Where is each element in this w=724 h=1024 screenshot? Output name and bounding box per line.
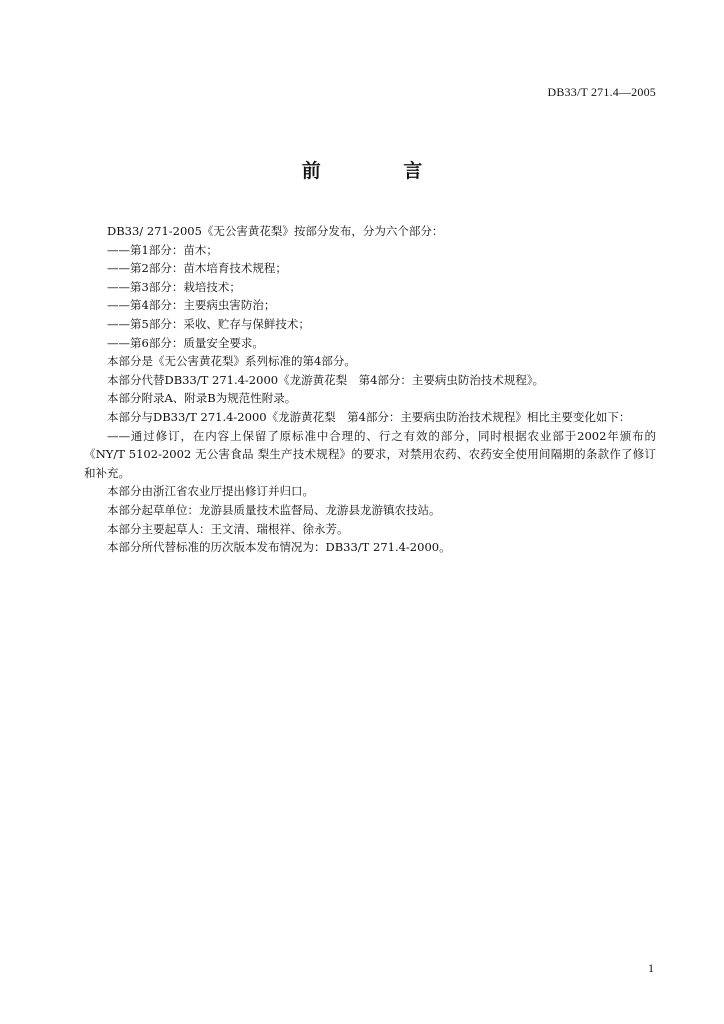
list-item-part-6: ——第6部分：质量安全要求。 bbox=[107, 335, 264, 350]
document-code-header: DB33/T 271.4—2005 bbox=[547, 85, 656, 99]
foreword-body bbox=[84, 222, 656, 557]
paragraph-changes-detail: ——通过修订，在内容上保留了原标准中合理的、行之有效的部分，同时根据农业部于2002年颁布的《NY/T 5102-2002 无公害食品 梨生产技术规程》的要求，对禁用农药、农药安全使用间隔期的条款作了修订和补充。 bbox=[84, 428, 656, 480]
paragraph-series: 本部分是《无公害黄花梨》系列标准的第4部分。 bbox=[107, 354, 356, 369]
paragraph-drafting-units: 本部分起草单位：龙游县质量技术监督局、龙游县龙游镇农技站。 bbox=[107, 502, 441, 517]
paragraph-drafters: 本部分主要起草人：王文清、瑞根祥、徐永芳。 bbox=[107, 521, 349, 536]
list-item-part-1: ——第1部分：苗木； bbox=[107, 242, 218, 257]
paragraph-replaces: 本部分代替DB33/T 271.4-2000《龙游黄花梨 第4部分：主要病虫防治技术规程》。 bbox=[107, 372, 545, 387]
paragraph-proposer: 本部分由浙江省农业厅提出修订并归口。 bbox=[107, 484, 314, 499]
list-item-part-2: ——第2部分：苗木培育技术规程； bbox=[107, 261, 287, 276]
list-item-part-3: ——第3部分：栽培技术； bbox=[107, 279, 241, 294]
page-title: 前 言 bbox=[301, 160, 461, 182]
list-item-part-5: ——第5部分：采收、贮存与保鲜技术； bbox=[107, 316, 310, 331]
list-item-part-4: ——第4部分：主要病虫害防治； bbox=[107, 298, 276, 313]
paragraph-annexes: 本部分附录A、附录B为规范性附录。 bbox=[107, 391, 297, 406]
page-number: 1 bbox=[648, 961, 654, 975]
paragraph-changes-intro: 本部分与DB33/T 271.4-2000《龙游黄花梨 第4部分：主要病虫防治技术规程》相比主要变化如下： bbox=[107, 409, 631, 424]
paragraph-history: 本部分所代替标准的历次版本发布情况为：DB33/T 271.4-2000。 bbox=[107, 540, 451, 555]
paragraph-intro: DB33/ 271-2005《无公害黄花梨》按部分发布，分为六个部分： bbox=[107, 224, 444, 238]
